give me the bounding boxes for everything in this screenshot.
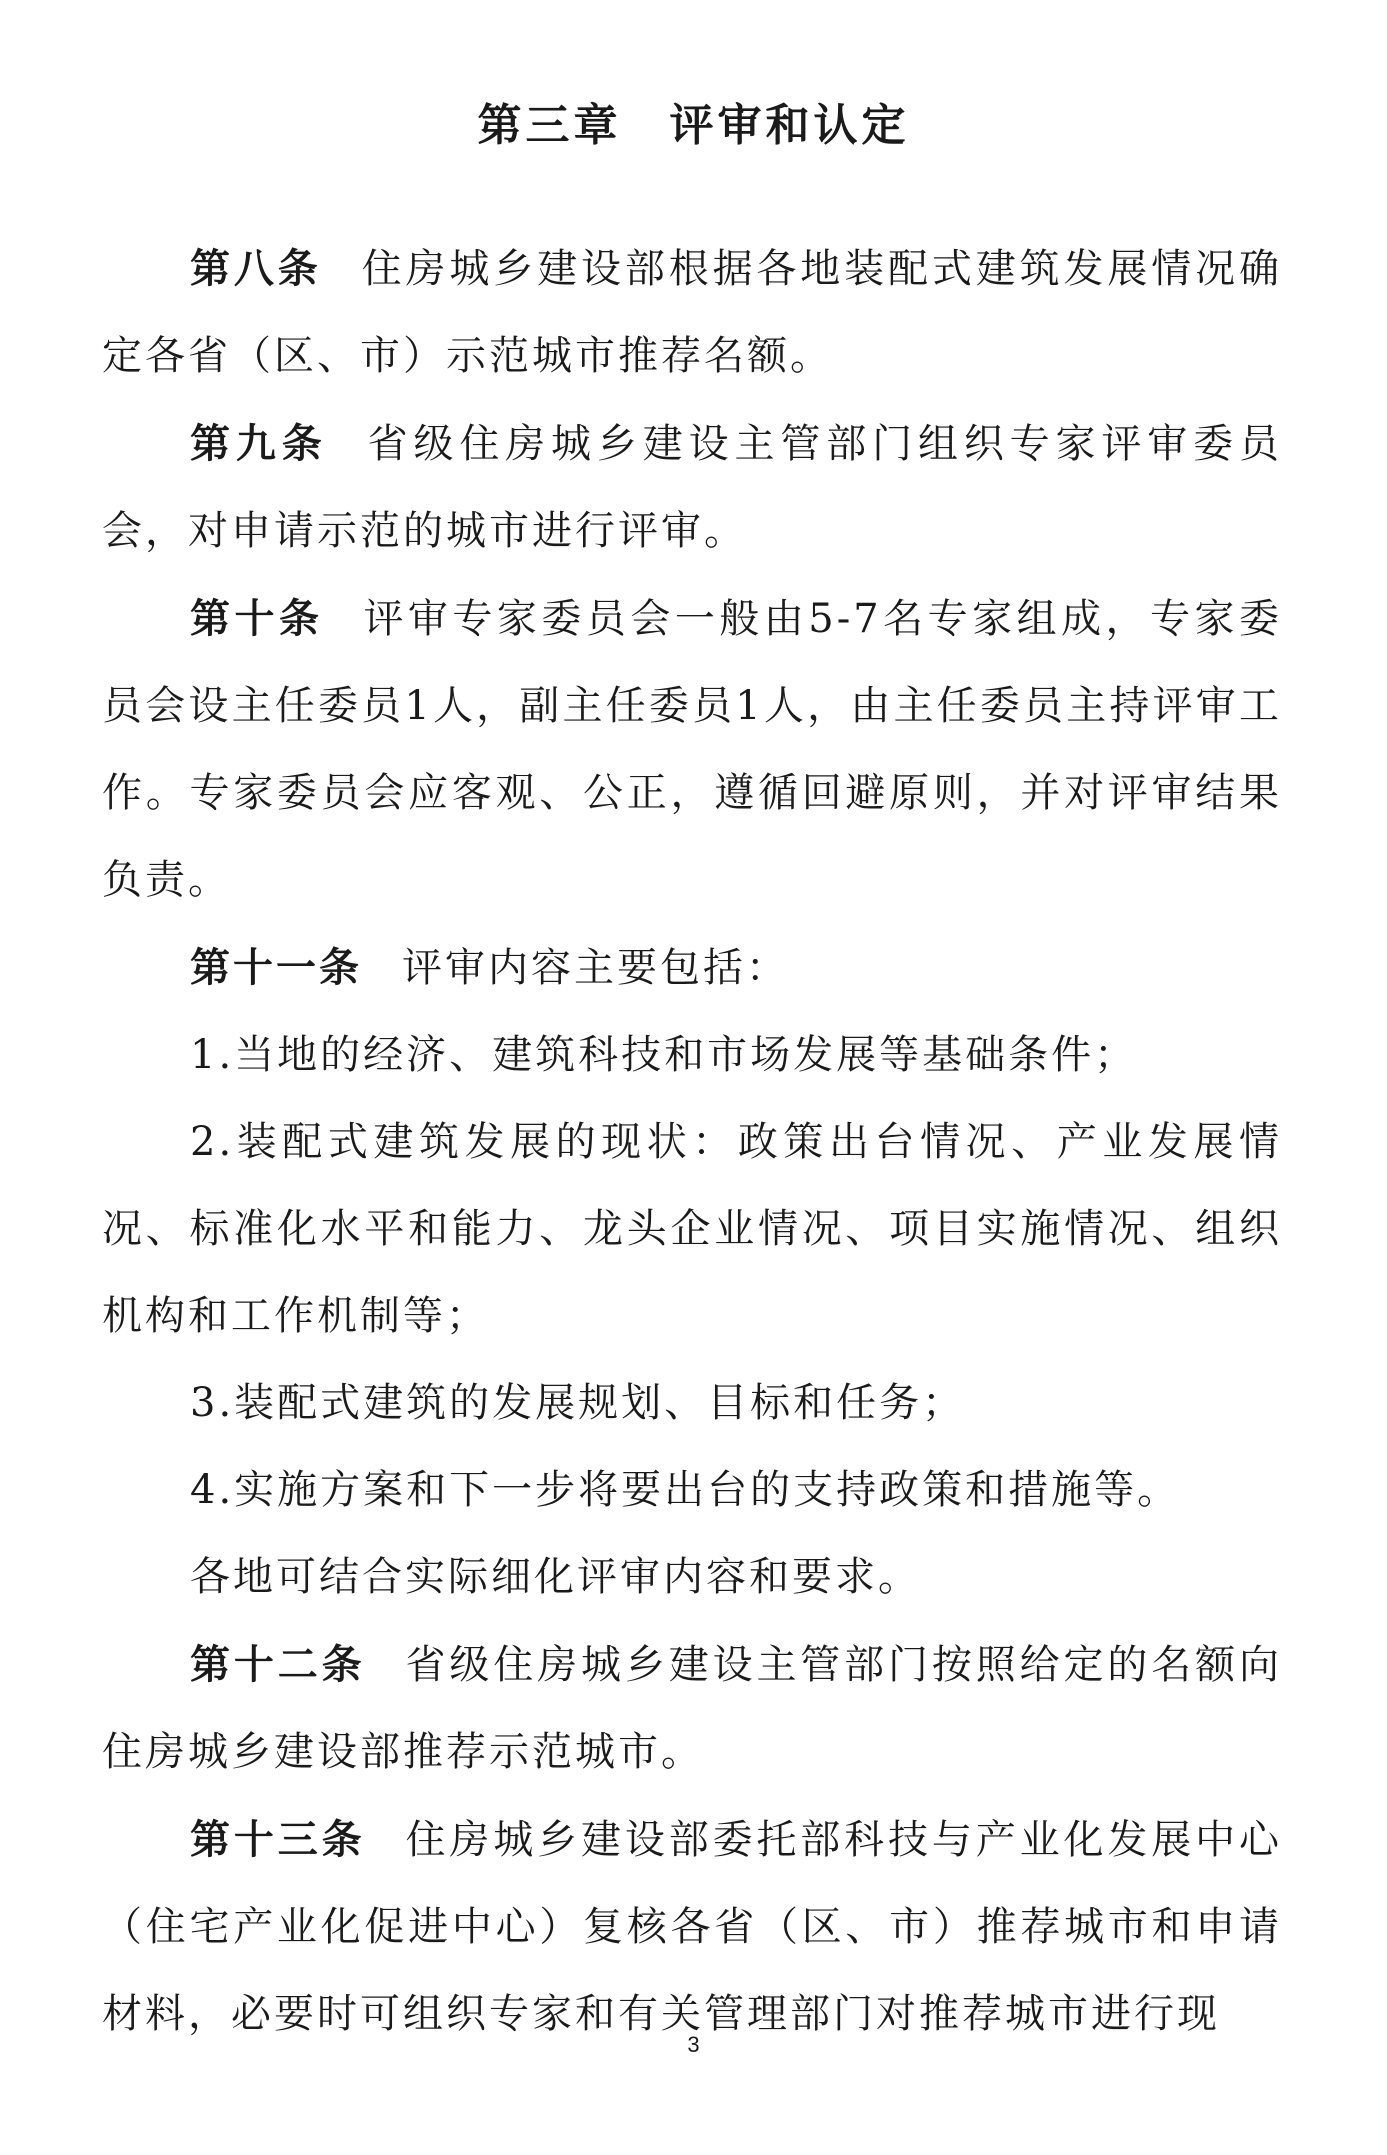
page-number: 3 xyxy=(687,2032,700,2057)
article-number: 第十三条 xyxy=(190,1816,366,1863)
article-10 xyxy=(102,575,1282,924)
article-number: 第九条 xyxy=(190,420,328,467)
article-number: 第十条 xyxy=(190,595,324,642)
article-text: 评审专家委员会一般由5-7名专家组成，专家委员会设主任委员1人，副主任委员1人，由主任委员主持评审工作。专家委员会应客观、公正，遵循回避原则，并对评审结果负责。 xyxy=(102,596,1283,903)
article-text: 省级住房城乡建设主管部门按照给定的名额向住房城乡建设部推荐示范城市。 xyxy=(102,1642,1283,1775)
article-text: 省级住房城乡建设主管部门组织专家评审委员会，对申请示范的城市进行评审。 xyxy=(102,421,1283,554)
document-body xyxy=(102,225,1282,2058)
article-8 xyxy=(102,225,1282,400)
article-13 xyxy=(102,1796,1282,2058)
article-12 xyxy=(102,1621,1282,1796)
list-item: 3.装配式建筑的发展规划、目标和任务； xyxy=(190,1380,966,1426)
chapter-title: 第三章 评审和认定 xyxy=(477,100,910,151)
list-item: 1.当地的经济、建筑科技和市场发展等基础条件； xyxy=(190,1032,1138,1078)
article-number: 第十一条 xyxy=(190,944,362,991)
article-text: 住房城乡建设部委托部科技与产业化发展中心（住宅产业化促进中心）复核各省（区、市）推荐城市和申请材料，必要时可组织专家和有关管理部门对推荐城市进行现 xyxy=(102,1817,1283,2037)
list-item: 2.装配式建筑发展的现状：政策出台情况、产业发展情况、标准化水平和能力、龙头企业情况、项目实施情况、组织机构和工作机制等； xyxy=(102,1119,1282,1339)
article-text: 住房城乡建设部根据各地装配式建筑发展情况确定各省（区、市）示范城市推荐名额。 xyxy=(102,246,1283,379)
closing-note: 各地可结合实际细化评审内容和要求。 xyxy=(190,1554,921,1600)
article-9 xyxy=(102,400,1282,575)
article-number: 第十二条 xyxy=(190,1641,366,1688)
article-11 xyxy=(102,924,1282,1012)
list-item: 4.实施方案和下一步将要出台的支持政策和措施等。 xyxy=(190,1467,1181,1513)
article-text: 评审内容主要包括： xyxy=(402,945,789,991)
article-number: 第八条 xyxy=(190,245,322,292)
